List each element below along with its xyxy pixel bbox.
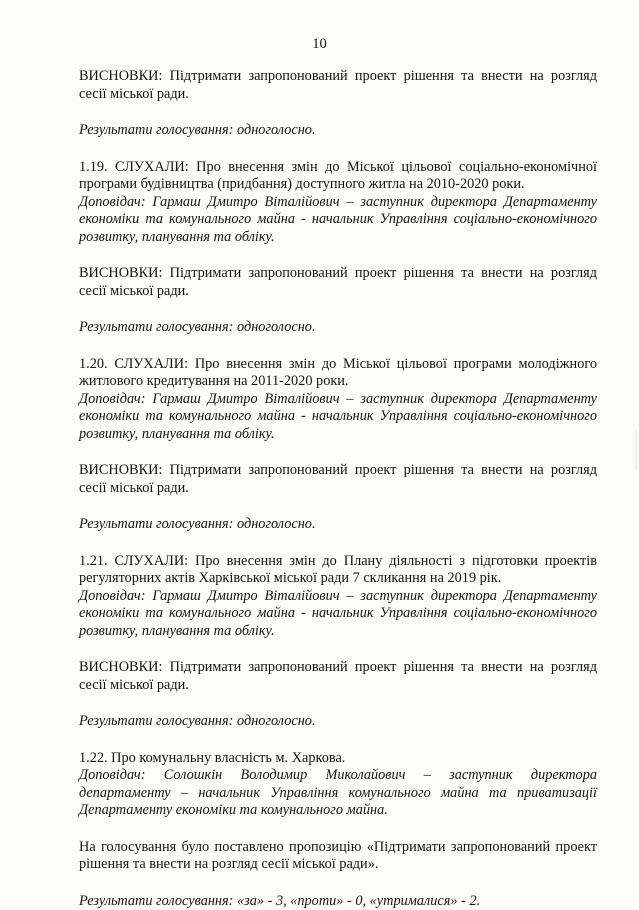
voting-result: Результати голосування: одноголосно. [79,122,597,140]
scan-artifact [635,430,637,470]
document-body [79,68,597,910]
agenda-item-heading: 1.21. СЛУХАЛИ: Про внесення змін до Плану діяльності з підготовки проектів регуляторних актів Харківської міської ради 7 скликання на 2019 рік. [79,553,597,588]
speaker-text: Доповідач: Гармаш Дмитро Віталійович – заступник директора Департаменту економіки та комунального майна - начальник Управління соціально-економічного розвитку, планування та обліку. [79,588,597,641]
speaker-text: Доповідач: Гармаш Дмитро Віталійович – заступник директора Департаменту економіки та комунального майна - начальник Управління соціально-економічного розвитку, планування та обліку. [79,391,597,444]
agenda-item-heading: 1.20. СЛУХАЛИ: Про внесення змін до Міської цільової програми молодіжного житлового кредитування на 2011-2020 роки. [79,356,597,391]
page-number: 10 [0,36,639,53]
conclusion-text: ВИСНОВКИ: Підтримати запропонований проект рішення та внести на розгляд сесії міської ради. [79,265,597,300]
agenda-item-heading: 1.22. Про комунальну власність м. Харкова. [79,750,597,768]
voting-result: Результати голосування: «за» - 3, «проти» - 0, «утрималися» - 2. [79,893,597,910]
agenda-item-heading: 1.19. СЛУХАЛИ: Про внесення змін до Міської цільової соціально-економічної програми будівництва (придбання) доступного житла на 2010-2020 роки. [79,159,597,194]
voting-result: Результати голосування: одноголосно. [79,319,597,337]
conclusion-text: ВИСНОВКИ: Підтримати запропонований проект рішення та внести на розгляд сесії міської ради. [79,68,597,103]
voting-result: Результати голосування: одноголосно. [79,516,597,534]
conclusion-text: ВИСНОВКИ: Підтримати запропонований проект рішення та внести на розгляд сесії міської ради. [79,462,597,497]
conclusion-text: ВИСНОВКИ: Підтримати запропонований проект рішення та внести на розгляд сесії міської ради. [79,659,597,694]
speaker-text: Доповідач: Солошкін Володимир Миколайович – заступник директора департаменту – начальник Управління комунального майна та приватизації Департаменту економіки та комунального майна. [79,767,597,820]
voting-result: Результати голосування: одноголосно. [79,713,597,731]
conclusion-text: На голосування було поставлено пропозицію «Підтримати запропонований проект рішення та внести на розгляд сесії міської ради». [79,839,597,874]
speaker-text: Доповідач: Гармаш Дмитро Віталійович – заступник директора Департаменту економіки та комунального майна - начальник Управління соціально-економічного розвитку, планування та обліку. [79,194,597,247]
